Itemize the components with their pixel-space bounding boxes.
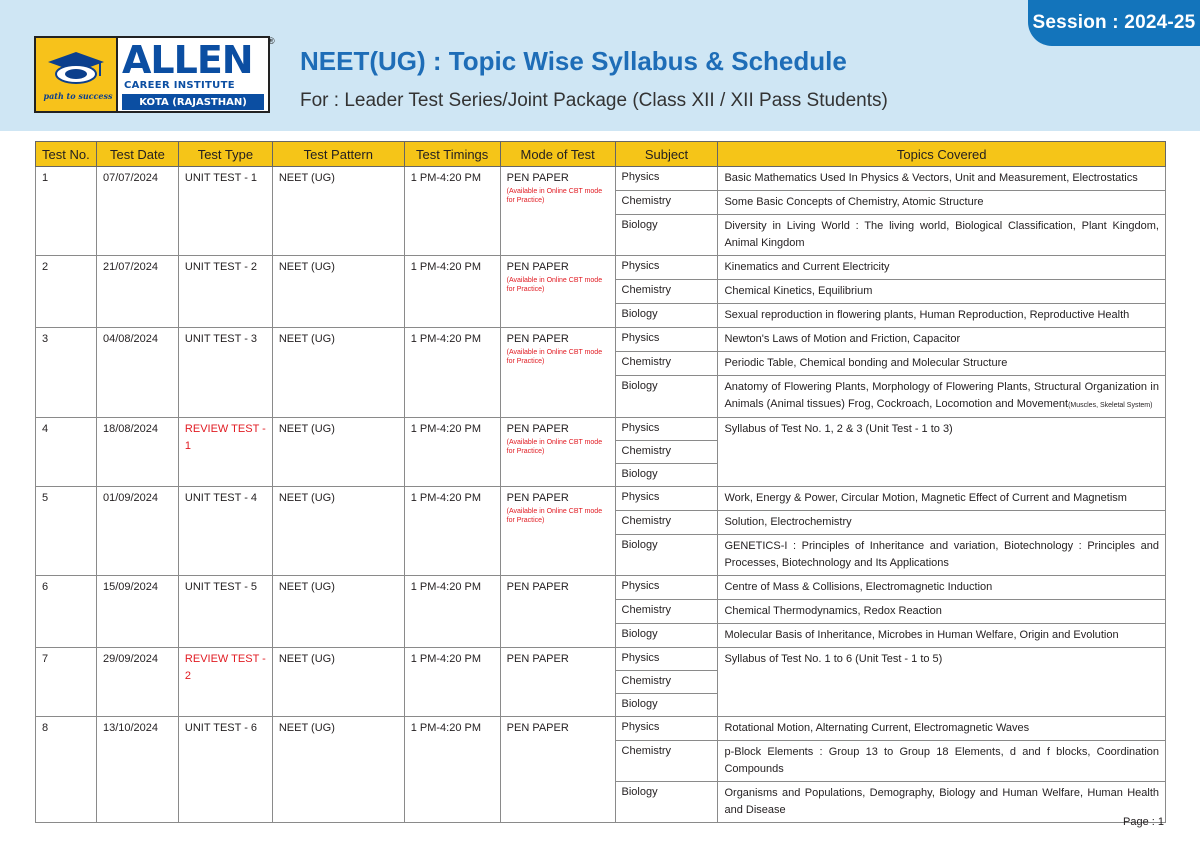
topics-text: Anatomy of Flowering Plants, Morphology of Flowering Plants, Structural Organization in Animals (Animal tissues) Frog, Cockroach, Locomotion and Movement xyxy=(724,381,1159,410)
test-date-cell: 21/07/2024 xyxy=(96,256,178,328)
online-mode-note: (Available in Online CBT mode for Practice) xyxy=(506,439,603,455)
column-header: Test Date xyxy=(96,142,178,167)
topics-cell xyxy=(718,256,1166,280)
table-row xyxy=(36,328,1166,352)
test-type-cell: UNIT TEST - 4 xyxy=(178,487,272,576)
test-pattern-cell: NEET (UG) xyxy=(272,167,404,256)
test-mode-cell xyxy=(500,648,615,717)
topics-cell xyxy=(718,280,1166,304)
test-pattern-cell: NEET (UG) xyxy=(272,418,404,487)
test-timing-cell: 1 PM-4:20 PM xyxy=(404,717,500,823)
table-row xyxy=(36,167,1166,191)
test-timing-cell: 1 PM-4:20 PM xyxy=(404,576,500,648)
subject-cell: Physics xyxy=(615,418,718,441)
subject-cell: Biology xyxy=(615,215,718,256)
topics-text: Newton's Laws of Motion and Friction, Capacitor xyxy=(724,333,961,345)
column-header: Subject xyxy=(615,142,718,167)
logo-wordmark xyxy=(118,38,268,111)
test-date-cell: 18/08/2024 xyxy=(96,418,178,487)
column-header: Test Type xyxy=(178,142,272,167)
subject-cell: Biology xyxy=(615,464,718,487)
test-number-cell: 3 xyxy=(36,328,97,418)
mode-label: PEN PAPER xyxy=(506,423,569,435)
test-type-cell: REVIEW TEST - 1 xyxy=(178,418,272,487)
topics-text: Periodic Table, Chemical bonding and Molecular Structure xyxy=(724,357,1008,369)
topics-cell xyxy=(718,535,1166,576)
test-mode-cell xyxy=(500,717,615,823)
page-header xyxy=(0,0,1200,131)
test-date-cell: 04/08/2024 xyxy=(96,328,178,418)
test-pattern-cell: NEET (UG) xyxy=(272,648,404,717)
test-timing-cell: 1 PM-4:20 PM xyxy=(404,167,500,256)
subject-cell: Physics xyxy=(615,256,718,280)
topics-text: Kinematics and Current Electricity xyxy=(724,261,890,273)
page-title: NEET(UG) : Topic Wise Syllabus & Schedule xyxy=(300,46,847,76)
subject-cell: Physics xyxy=(615,167,718,191)
topics-text: Sexual reproduction in flowering plants, Human Reproduction, Reproductive Health xyxy=(724,309,1130,321)
test-number-cell: 2 xyxy=(36,256,97,328)
test-type-cell: UNIT TEST - 6 xyxy=(178,717,272,823)
topics-text: Chemical Kinetics, Equilibrium xyxy=(724,285,873,297)
topics-text: Some Basic Concepts of Chemistry, Atomic Structure xyxy=(724,196,984,208)
test-timing-cell: 1 PM-4:20 PM xyxy=(404,328,500,418)
schedule-table xyxy=(35,141,1166,823)
topics-text: Solution, Electrochemistry xyxy=(724,516,852,528)
subject-cell: Chemistry xyxy=(615,280,718,304)
subject-cell: Chemistry xyxy=(615,352,718,376)
topics-cell xyxy=(718,304,1166,328)
topics-cell xyxy=(718,717,1166,741)
subject-cell: Physics xyxy=(615,717,718,741)
test-timing-cell: 1 PM-4:20 PM xyxy=(404,256,500,328)
subject-cell: Biology xyxy=(615,304,718,328)
test-pattern-cell: NEET (UG) xyxy=(272,487,404,576)
test-type-cell: REVIEW TEST - 2 xyxy=(178,648,272,717)
topics-cell xyxy=(718,191,1166,215)
column-header: Test Pattern xyxy=(272,142,404,167)
mode-label: PEN PAPER xyxy=(506,172,569,184)
subject-cell: Physics xyxy=(615,487,718,511)
test-mode-cell xyxy=(500,167,615,256)
test-date-cell: 07/07/2024 xyxy=(96,167,178,256)
test-number-cell: 8 xyxy=(36,717,97,823)
subject-cell: Biology xyxy=(615,376,718,418)
mode-label: PEN PAPER xyxy=(506,653,569,665)
column-header: Mode of Test xyxy=(500,142,615,167)
topics-cell xyxy=(718,487,1166,511)
topics-cell xyxy=(718,741,1166,782)
test-mode-cell xyxy=(500,576,615,648)
page-number: Page : 1 xyxy=(1123,816,1164,828)
subject-cell: Chemistry xyxy=(615,741,718,782)
test-number-cell: 7 xyxy=(36,648,97,717)
test-mode-cell xyxy=(500,418,615,487)
table-row xyxy=(36,487,1166,511)
brand-location: KOTA (RAJASTHAN) xyxy=(122,94,264,110)
topics-cell xyxy=(718,352,1166,376)
subject-cell: Biology xyxy=(615,624,718,648)
logo-emblem xyxy=(36,38,118,111)
topics-cell xyxy=(718,376,1166,418)
topics-cell xyxy=(718,624,1166,648)
online-mode-note: (Available in Online CBT mode for Practice) xyxy=(506,188,603,204)
topics-text: GENETICS-I : Principles of Inheritance and variation, Biotechnology : Principles and Processes, Biotechnology and Its Applications xyxy=(724,540,1159,569)
table-header-row xyxy=(36,142,1166,167)
brand-name: ALLEN xyxy=(122,38,253,82)
subject-cell: Biology xyxy=(615,535,718,576)
session-badge: Session : 2024-25 xyxy=(1028,0,1200,46)
topics-text: Organisms and Populations, Demography, Biology and Human Welfare, Human Health and Disease xyxy=(724,787,1159,816)
topics-cell xyxy=(718,215,1166,256)
subject-cell: Chemistry xyxy=(615,511,718,535)
subject-cell: Biology xyxy=(615,694,718,717)
online-mode-note: (Available in Online CBT mode for Practice) xyxy=(506,508,603,524)
test-number-cell: 6 xyxy=(36,576,97,648)
mode-label: PEN PAPER xyxy=(506,492,569,504)
test-type-cell: UNIT TEST - 5 xyxy=(178,576,272,648)
subject-cell: Chemistry xyxy=(615,191,718,215)
topics-cell: Syllabus of Test No. 1 to 6 (Unit Test - 1 to 5) xyxy=(718,648,1166,717)
subject-cell: Physics xyxy=(615,576,718,600)
topics-text: Rotational Motion, Alternating Current, Electromagnetic Waves xyxy=(724,722,1030,734)
table-row xyxy=(36,717,1166,741)
mode-label: PEN PAPER xyxy=(506,581,569,593)
table-row xyxy=(36,418,1166,441)
mode-label: PEN PAPER xyxy=(506,333,569,345)
test-pattern-cell: NEET (UG) xyxy=(272,576,404,648)
mode-label: PEN PAPER xyxy=(506,261,569,273)
test-date-cell: 15/09/2024 xyxy=(96,576,178,648)
test-pattern-cell: NEET (UG) xyxy=(272,717,404,823)
online-mode-note: (Available in Online CBT mode for Practice) xyxy=(506,349,603,365)
topics-cell xyxy=(718,782,1166,823)
topics-cell xyxy=(718,576,1166,600)
test-number-cell: 5 xyxy=(36,487,97,576)
page-subtitle: For : Leader Test Series/Joint Package (Class XII / XII Pass Students) xyxy=(300,90,888,111)
table-row xyxy=(36,576,1166,600)
test-mode-cell xyxy=(500,487,615,576)
test-date-cell: 01/09/2024 xyxy=(96,487,178,576)
topics-text: p-Block Elements : Group 13 to Group 18 Elements, d and f blocks, Coordination Compounds xyxy=(724,746,1159,775)
test-mode-cell xyxy=(500,256,615,328)
test-date-cell: 29/09/2024 xyxy=(96,648,178,717)
subject-cell: Chemistry xyxy=(615,441,718,464)
topics-cell xyxy=(718,167,1166,191)
test-date-cell: 13/10/2024 xyxy=(96,717,178,823)
topics-cell xyxy=(718,511,1166,535)
test-mode-cell xyxy=(500,328,615,418)
topics-text: Centre of Mass & Collisions, Electromagnetic Induction xyxy=(724,581,993,593)
subject-cell: Physics xyxy=(615,328,718,352)
topics-text: Chemical Thermodynamics, Redox Reaction xyxy=(724,605,942,617)
test-type-cell: UNIT TEST - 2 xyxy=(178,256,272,328)
topics-cell: Syllabus of Test No. 1, 2 & 3 (Unit Test - 1 to 3) xyxy=(718,418,1166,487)
table-row xyxy=(36,256,1166,280)
column-header: Test No. xyxy=(36,142,97,167)
topics-text: Molecular Basis of Inheritance, Microbes in Human Welfare, Origin and Evolution xyxy=(724,629,1119,641)
subject-cell: Physics xyxy=(615,648,718,671)
test-timing-cell: 1 PM-4:20 PM xyxy=(404,418,500,487)
test-number-cell: 1 xyxy=(36,167,97,256)
table-row xyxy=(36,648,1166,671)
registered-mark: ® xyxy=(268,36,275,46)
topics-cell xyxy=(718,600,1166,624)
topics-text: Diversity in Living World : The living world, Biological Classification, Plant Kingdom, Animal Kingdom xyxy=(724,220,1159,249)
column-header: Topics Covered xyxy=(718,142,1166,167)
mode-label: PEN PAPER xyxy=(506,722,569,734)
schedule-body xyxy=(36,167,1166,823)
topics-text: Basic Mathematics Used In Physics & Vectors, Unit and Measurement, Electrostatics xyxy=(724,172,1138,184)
allen-logo xyxy=(34,36,270,113)
subject-cell: Chemistry xyxy=(615,671,718,694)
test-timing-cell: 1 PM-4:20 PM xyxy=(404,648,500,717)
test-type-cell: UNIT TEST - 3 xyxy=(178,328,272,418)
topics-cell xyxy=(718,328,1166,352)
topics-note: (Muscles, Skeletal System) xyxy=(1068,402,1153,409)
test-timing-cell: 1 PM-4:20 PM xyxy=(404,487,500,576)
logo-tagline: path to success xyxy=(43,91,113,101)
test-pattern-cell: NEET (UG) xyxy=(272,328,404,418)
topics-text: Work, Energy & Power, Circular Motion, Magnetic Effect of Current and Magnetism xyxy=(724,492,1127,504)
test-number-cell: 4 xyxy=(36,418,97,487)
test-pattern-cell: NEET (UG) xyxy=(272,256,404,328)
graduation-cap-icon xyxy=(46,50,106,86)
column-header: Test Timings xyxy=(404,142,500,167)
test-type-cell: UNIT TEST - 1 xyxy=(178,167,272,256)
brand-subtitle: CAREER INSTITUTE xyxy=(124,80,235,91)
subject-cell: Biology xyxy=(615,782,718,823)
subject-cell: Chemistry xyxy=(615,600,718,624)
online-mode-note: (Available in Online CBT mode for Practice) xyxy=(506,277,603,293)
